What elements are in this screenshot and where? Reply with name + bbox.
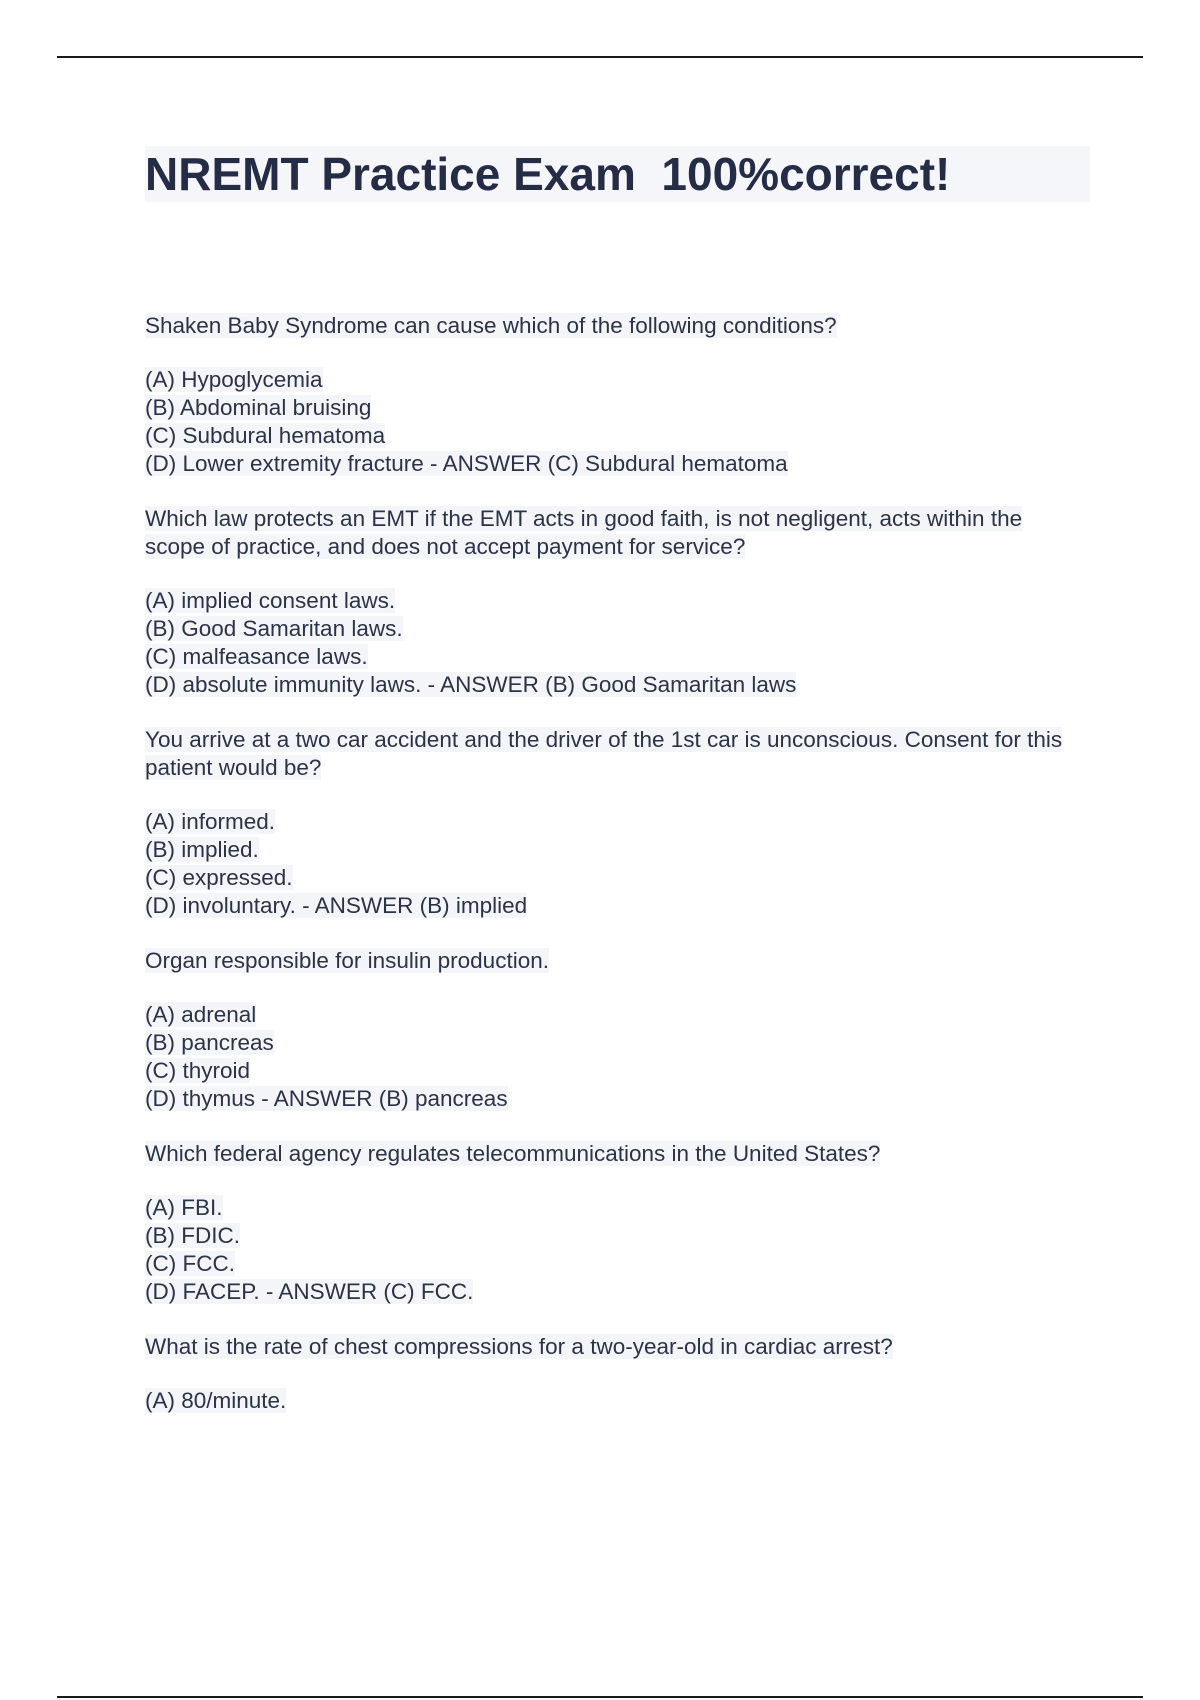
option-d: (D) absolute immunity laws. - ANSWER (B) Good Samaritan laws	[145, 672, 797, 697]
question-text: Shaken Baby Syndrome can cause which of the following conditions?	[145, 313, 837, 338]
document-body	[145, 312, 1075, 1442]
bottom-rule	[57, 1696, 1143, 1698]
answer-options	[145, 587, 1075, 699]
option-b: (B) FDIC.	[145, 1223, 240, 1248]
option-d: (D) involuntary. - ANSWER (B) implied	[145, 893, 528, 918]
question-block	[145, 505, 1075, 699]
question-text: Which law protects an EMT if the EMT acts in good faith, is not negligent, acts within the scope of practice, and does not accept payment for service?	[145, 506, 1023, 559]
option-a: (A) implied consent laws.	[145, 588, 396, 613]
document-title: NREMT Practice Exam 100%correct!	[145, 148, 951, 200]
answer-options	[145, 1387, 1075, 1415]
option-a: (A) informed.	[145, 809, 276, 834]
answer-options	[145, 366, 1075, 478]
option-a: (A) Hypoglycemia	[145, 367, 323, 392]
option-c: (C) FCC.	[145, 1251, 235, 1276]
answer-options	[145, 1001, 1075, 1113]
option-d: (D) thymus - ANSWER (B) pancreas	[145, 1086, 508, 1111]
option-a: (A) FBI.	[145, 1195, 223, 1220]
option-c: (C) Subdural hematoma	[145, 423, 386, 448]
option-a: (A) 80/minute.	[145, 1388, 287, 1413]
question-text: Organ responsible for insulin production.	[145, 948, 549, 973]
option-c: (C) expressed.	[145, 865, 293, 890]
answer-options	[145, 1194, 1075, 1306]
top-rule	[57, 56, 1143, 58]
option-c: (C) thyroid	[145, 1058, 251, 1083]
option-c: (C) malfeasance laws.	[145, 644, 368, 669]
answer-options	[145, 808, 1075, 920]
question-block	[145, 312, 1075, 478]
question-block	[145, 726, 1075, 920]
question-block	[145, 947, 1075, 1113]
question-text: What is the rate of chest compressions for a two-year-old in cardiac arrest?	[145, 1334, 893, 1359]
question-block	[145, 1140, 1075, 1306]
question-text: You arrive at a two car accident and the driver of the 1st car is unconscious. Consent for this patient would be?	[145, 727, 1063, 780]
option-b: (B) Abdominal bruising	[145, 395, 372, 420]
option-d: (D) Lower extremity fracture - ANSWER (C) Subdural hematoma	[145, 451, 788, 476]
option-d: (D) FACEP. - ANSWER (C) FCC.	[145, 1279, 474, 1304]
option-a: (A) adrenal	[145, 1002, 257, 1027]
question-block	[145, 1333, 1075, 1415]
option-b: (B) Good Samaritan laws.	[145, 616, 403, 641]
option-b: (B) implied.	[145, 837, 259, 862]
question-text: Which federal agency regulates telecommunications in the United States?	[145, 1141, 881, 1166]
option-b: (B) pancreas	[145, 1030, 274, 1055]
